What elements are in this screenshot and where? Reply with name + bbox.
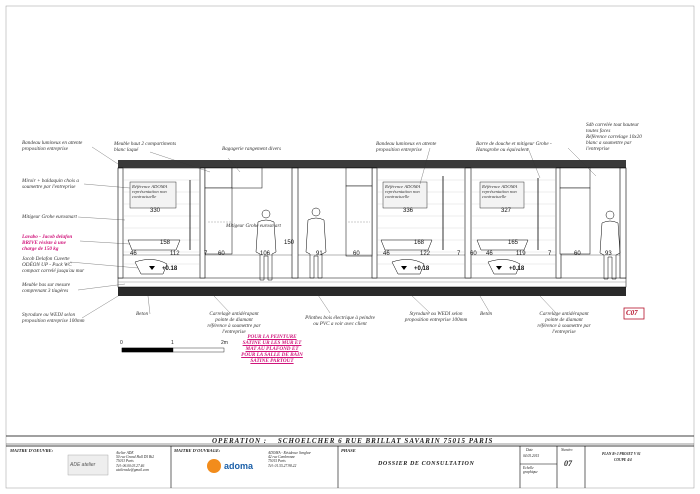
annotation-beton-2: Beton [480, 311, 493, 317]
scale-one: 1 [171, 340, 174, 346]
annotation-carrelage-1: Carrelage antidérapant pointe de diamant référence à soumettre par l'entreprise [207, 311, 261, 335]
annotation-sdb-carrelee: Sdb carrelée tout hauteur toutes faces Référence carrelage 10x20 blanc a soumettre par l'entreprise [586, 122, 642, 152]
annotation-ref-adoma-3: Référence ADOMA représentation non contractuelle [482, 184, 518, 200]
annotation-styrodure-left: Styrodure ou WEDI selon proposition entreprise 100mm [22, 312, 85, 324]
annotation-bagagerie: Bagagerie rangement divers [222, 146, 282, 152]
annotation-ref-adoma-1: Référence ADOMA représentation non contractuelle [132, 184, 168, 200]
dim-327: 327 [501, 208, 512, 214]
plan-line-2: COUPE 4/4 [614, 458, 632, 462]
adoma-logo: adoma [224, 461, 254, 471]
annotation-ref-adoma-2: Référence ADOMA représentation non contractuelle [385, 184, 421, 200]
dim-7-c: 7 [548, 251, 552, 257]
phase-label: PHASE [341, 448, 356, 453]
dim-165: 165 [508, 240, 519, 246]
annotation-bandeau-right: Bandeau lumineux en attente proposition entreprise [376, 141, 437, 153]
section-tag: C07 [626, 309, 638, 317]
numero-label: Numéro [561, 448, 573, 452]
dim-93: 93 [605, 251, 612, 257]
dim-60-b: 60 [353, 251, 360, 257]
dim-60-c: 60 [470, 251, 477, 257]
maitre-ouvrage-address: ADOMA - Résidence Senghor 42 rue Cambronne 75015 Paris Tél: 01.55.27.98.22 [268, 451, 311, 468]
dim-168: 168 [414, 240, 425, 246]
dim-91: 91 [316, 251, 323, 257]
echelle-label: Echelle graphique [523, 466, 538, 475]
date-value: 04.05.2015 [523, 454, 540, 458]
annotation-mitigeur-inner: Mitigeur Grohe eurosmart [226, 223, 281, 229]
maitre-ouvrage-label: MAITRE D'OUVRAGE: [174, 448, 221, 453]
maitre-oeuvre-label: MAITRE D'OEUVRE: [10, 448, 54, 453]
annotation-cuvette: Jacob Delafon Cuvette ODÉON UP - Pack WC compact carrelé jusqu'au mur [22, 256, 85, 274]
annotation-bandeau-left: Bandeau lumineux en attente proposition entreprise [22, 140, 83, 152]
dim-46-b: 46 [383, 251, 390, 257]
dim-106: 106 [260, 251, 271, 257]
scale-zero: 0 [120, 340, 123, 346]
maitre-oeuvre-address: Atelier ADE 50 rue Grand Hall D5 Bt2 75013 Paris Tél: 06.00.03.27.46 atelierade@gmail.com [116, 451, 155, 472]
annotation-carrelage-2: Carrelage antidérapant pointe de diamant référence à soumettre par l'entreprise [537, 311, 591, 335]
dim-7-b: 7 [457, 251, 461, 257]
dim-60-a: 60 [218, 251, 225, 257]
dim-46-c: 46 [486, 251, 493, 257]
annotation-miroir: Miroir + baldaquin chois a soumettre par l'entreprise [22, 178, 79, 190]
dim-122: 122 [420, 251, 431, 257]
annotation-meuble-bas: Meuble bas sur mesure comprenant 3 tiugères [22, 282, 71, 294]
dim-7-a: 7 [204, 251, 208, 257]
operation-label: OPERATION : [212, 437, 268, 445]
dim-158: 158 [160, 240, 171, 246]
annotation-meuble-haut: Meuble haut 2 compartiments blanc laqué [114, 141, 177, 153]
annotation-barre-douche: Barre de douche et mitigeur Grohe - Hansgrohe ou équivalent [476, 141, 552, 153]
level-marker-1: +0.18 [162, 266, 178, 272]
operation-value: SCHOELCHER 6 RUE BRILLAT SAVARIN 75015 PARIS [277, 437, 494, 445]
dim-150: 150 [284, 240, 295, 246]
dim-119: 119 [516, 251, 526, 257]
level-marker-2: +0.18 [414, 266, 430, 272]
dim-330: 330 [150, 208, 161, 214]
dim-60-d: 60 [574, 251, 581, 257]
dim-336: 336 [403, 208, 414, 214]
dim-112: 112 [170, 251, 180, 257]
annotation-styrodure-right: Styrodure ou WEDI selon proposition entreprise 100mm [404, 311, 468, 323]
annotation-plinthes: Plinthes bois électrique à peindre ou PVC a voir avec client [305, 315, 375, 327]
annotation-lavabo: Lavabo - Jacob delafon BRIVE rèsiste à une charge de 150 kg [22, 234, 73, 252]
numero-value: 07 [564, 459, 572, 468]
plan-line-1: PLAN R+2 PROJET V 01 [602, 452, 641, 456]
operation-title [212, 437, 493, 445]
ade-logo: ADE atelier [70, 462, 96, 468]
annotation-mitigeur-left: Mitigeur Grohe eurosmart [22, 214, 77, 220]
dim-46-a: 46 [130, 251, 137, 257]
scale-two: 2m [221, 340, 228, 346]
annotation-beton-1: Beton [136, 311, 149, 317]
date-label: Date [526, 448, 533, 452]
paint-note: POUR LA PEINTURE SATINE UR LES MUR ET MAT AU PLAFOND ET POUR LA SALLE DE BAIN SATINE PARTOUT [241, 334, 303, 364]
level-marker-3: +0.18 [509, 266, 525, 272]
phase-value: DOSSIER DE CONSULTATION [378, 461, 475, 467]
